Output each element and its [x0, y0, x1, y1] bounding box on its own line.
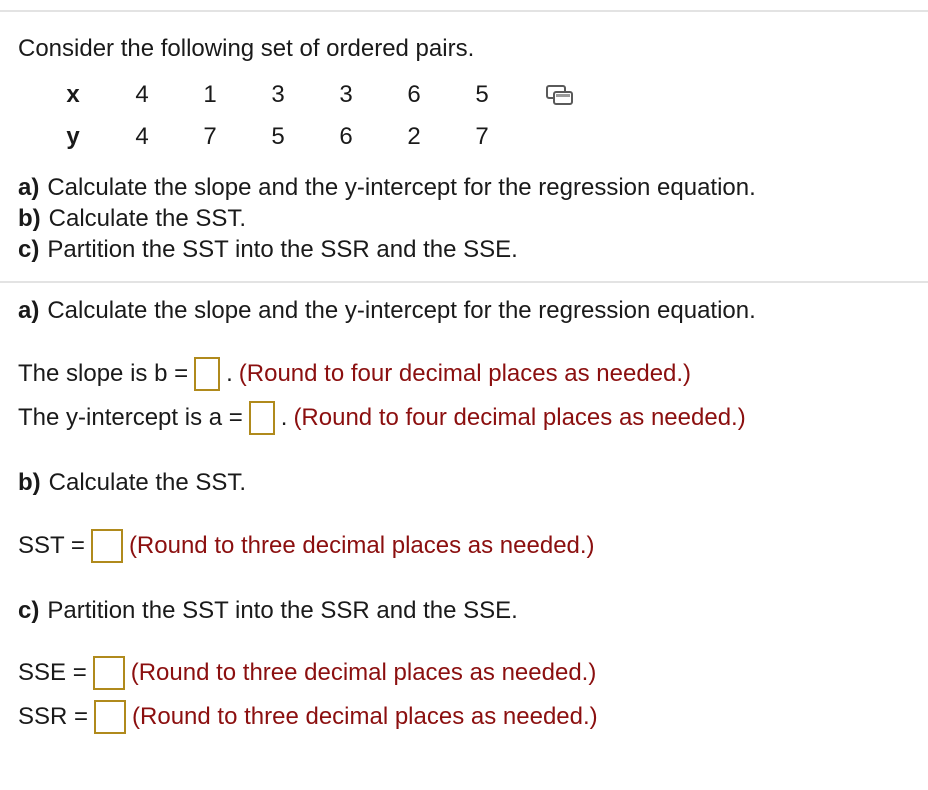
x-row-label: x — [66, 81, 80, 108]
ssr-rounding-hint: (Round to three decimal places as needed.) — [132, 703, 598, 730]
period: . — [280, 404, 288, 431]
y-row-label: y — [66, 123, 80, 150]
top-divider — [0, 10, 928, 12]
ssr-answer-input[interactable] — [94, 700, 126, 734]
part-c-heading — [18, 597, 518, 625]
y-value: 4 — [135, 123, 149, 150]
sst-row — [18, 529, 595, 563]
task-list — [18, 172, 756, 265]
sst-answer-input[interactable] — [91, 529, 123, 563]
part-heading-text: Calculate the slope and the y-intercept for the regression equation. — [47, 297, 756, 324]
x-value: 4 — [135, 81, 149, 108]
task-item-a — [18, 172, 756, 203]
intercept-label: The y-intercept is a = — [18, 404, 243, 431]
sse-answer-input[interactable] — [93, 656, 125, 690]
sse-label: SSE = — [18, 659, 87, 686]
part-heading-text: Calculate the SST. — [48, 469, 247, 496]
task-item-b — [18, 203, 756, 234]
ssr-label: SSR = — [18, 703, 89, 730]
y-value: 2 — [407, 123, 421, 150]
sse-row — [18, 656, 596, 690]
part-letter: c) — [18, 597, 40, 624]
sst-rounding-hint: (Round to three decimal places as needed.) — [128, 532, 595, 559]
part-heading-text: Partition the SST into the SSR and the SSE. — [47, 597, 518, 624]
x-row — [38, 74, 516, 116]
x-value: 5 — [475, 81, 489, 108]
section-divider — [0, 281, 928, 283]
task-text: Calculate the SST. — [48, 205, 247, 232]
slope-row — [18, 357, 691, 391]
x-value: 3 — [271, 81, 285, 108]
task-item-c — [18, 234, 756, 265]
y-value: 7 — [203, 123, 217, 150]
x-value: 6 — [407, 81, 421, 108]
part-letter: b) — [18, 469, 41, 496]
ssr-row — [18, 700, 598, 734]
task-letter: b) — [18, 205, 41, 232]
sst-label: SST = — [18, 532, 85, 559]
sse-rounding-hint: (Round to three decimal places as needed.) — [130, 659, 597, 686]
x-value: 3 — [339, 81, 353, 108]
y-value: 6 — [339, 123, 353, 150]
intercept-row — [18, 401, 746, 435]
part-letter: a) — [18, 297, 40, 324]
slope-rounding-hint: (Round to four decimal places as needed.) — [238, 360, 692, 387]
task-text: Partition the SST into the SSR and the SSE. — [47, 236, 518, 263]
task-letter: c) — [18, 236, 40, 263]
slope-answer-input[interactable] — [194, 357, 220, 391]
ordered-pairs-table — [38, 74, 516, 158]
intercept-answer-input[interactable] — [249, 401, 275, 435]
y-value: 5 — [271, 123, 285, 150]
y-value: 7 — [475, 123, 489, 150]
copy-to-clipboard-icon[interactable] — [545, 84, 575, 106]
task-letter: a) — [18, 174, 40, 201]
slope-label: The slope is b = — [18, 360, 189, 387]
part-a-heading — [18, 297, 756, 325]
problem-intro: Consider the following set of ordered pairs. — [18, 35, 475, 62]
y-row — [38, 116, 516, 158]
task-text: Calculate the slope and the y-intercept for the regression equation. — [47, 174, 756, 201]
x-value: 1 — [203, 81, 217, 108]
period: . — [226, 360, 233, 387]
intercept-rounding-hint: (Round to four decimal places as needed.) — [293, 404, 746, 431]
part-b-heading — [18, 469, 246, 497]
